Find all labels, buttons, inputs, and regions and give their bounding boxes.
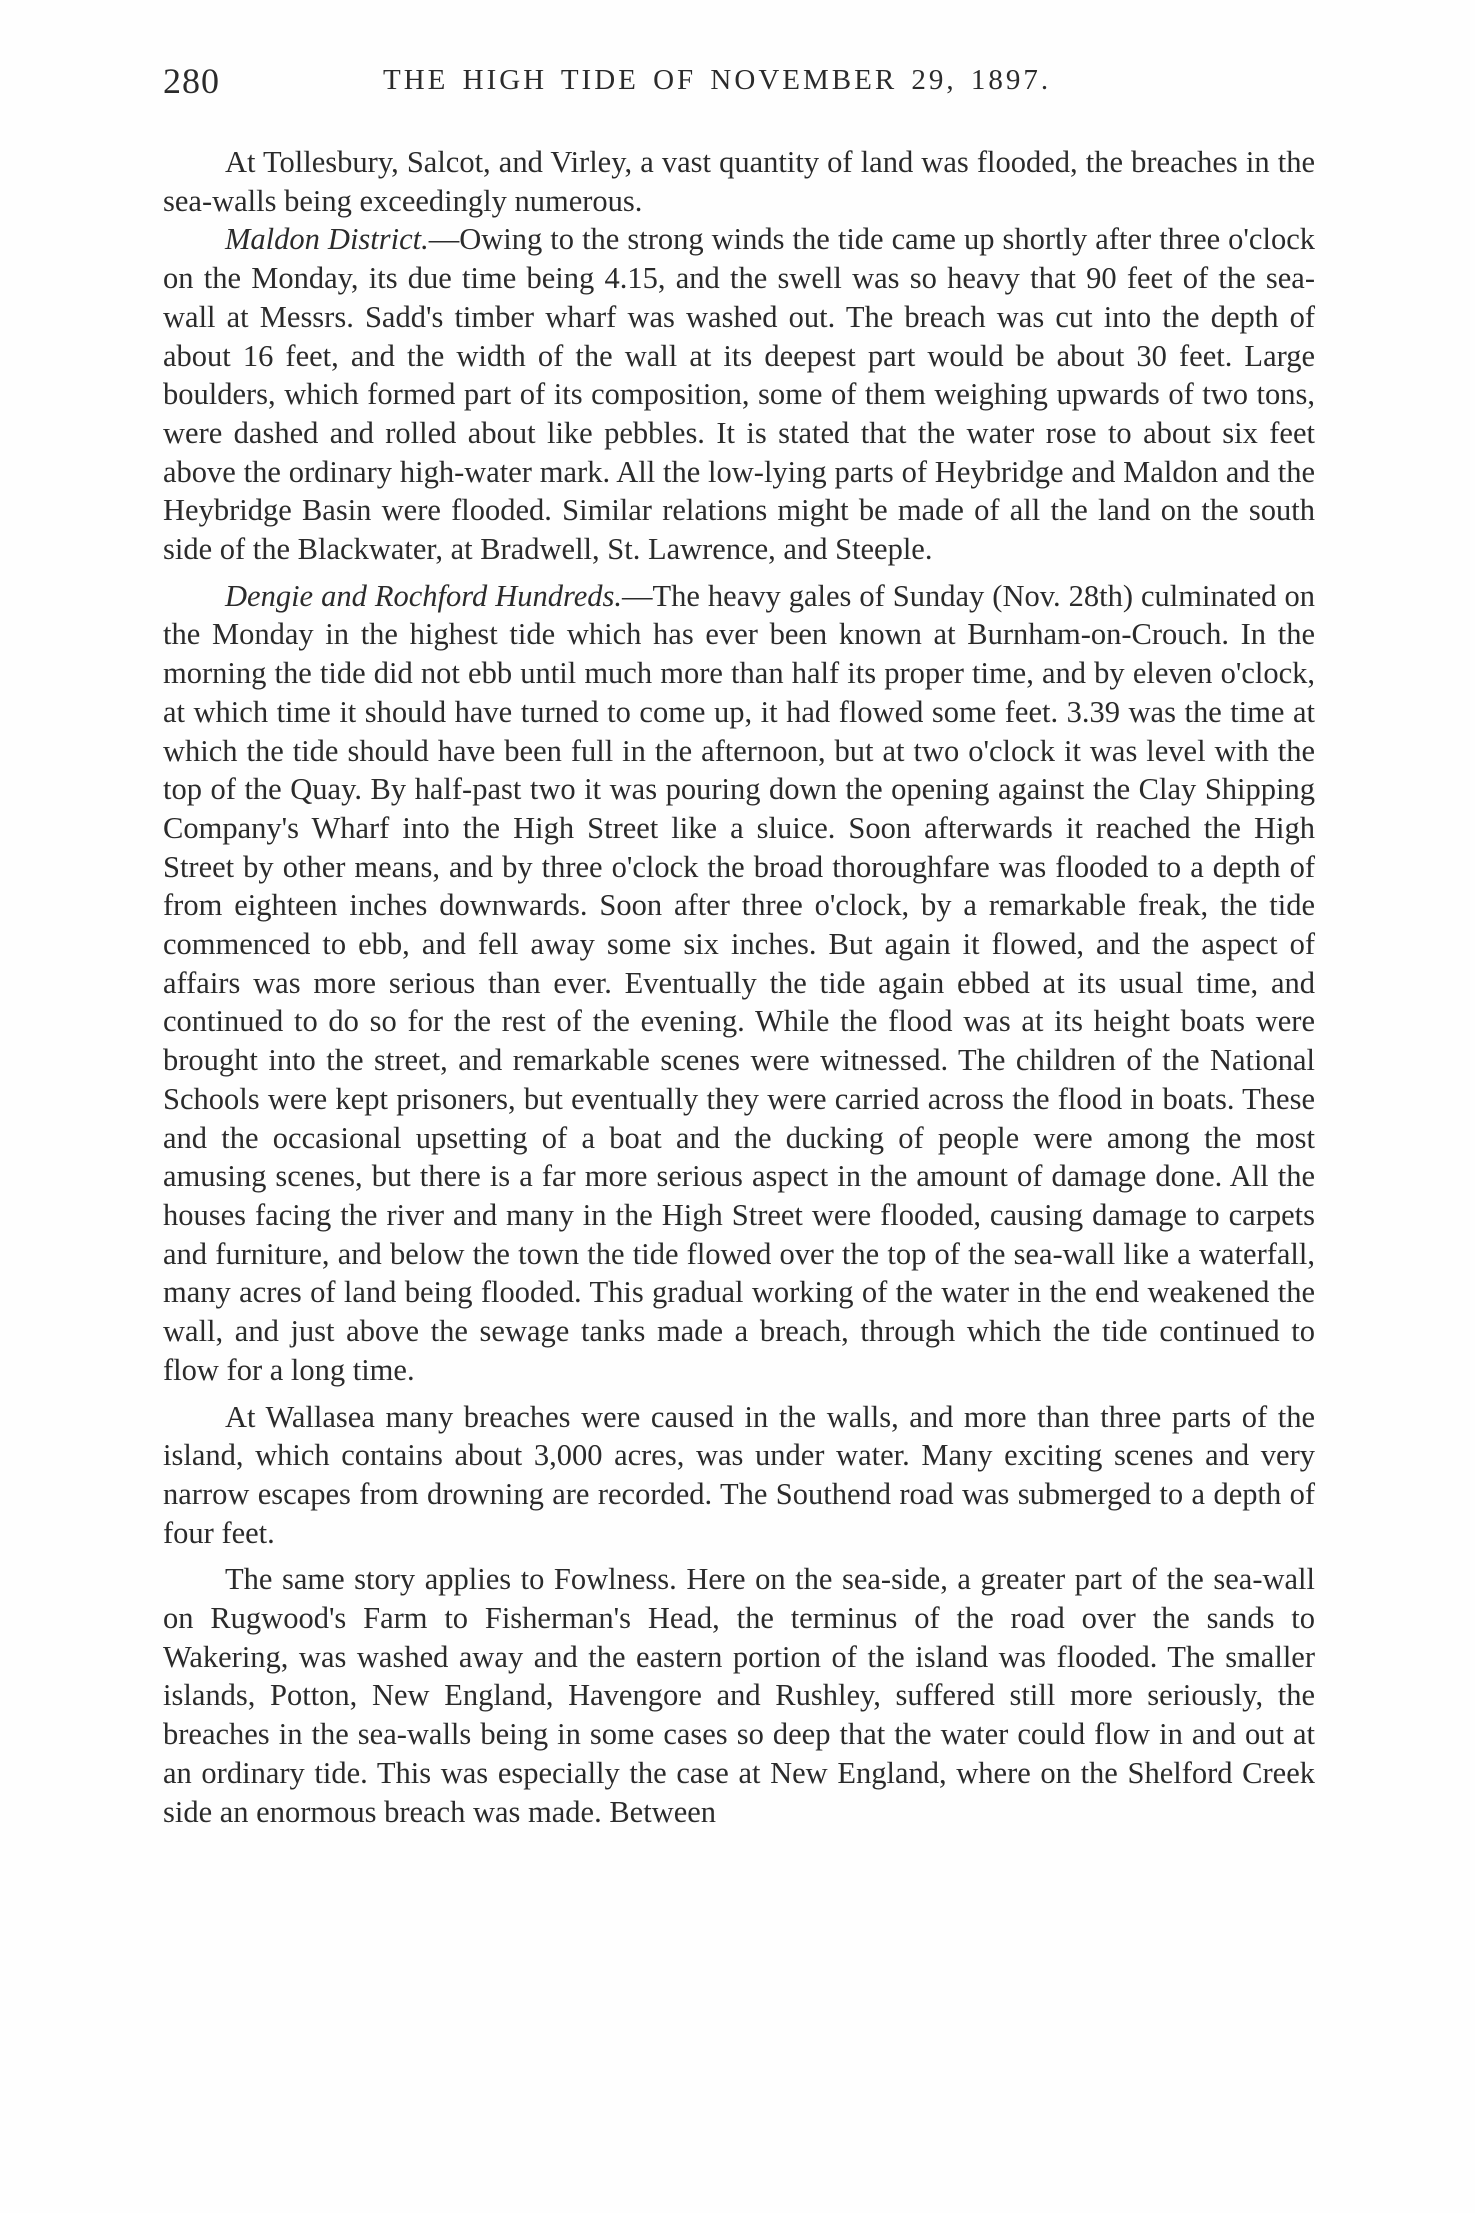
page-number: 280 (163, 61, 220, 101)
body-text (163, 143, 1315, 1831)
paragraph-fowlness (163, 1560, 1315, 1831)
paragraph-maldon-district (163, 220, 1315, 568)
paragraph-text: The same story applies to Fowlness. Here on the sea-side, a greater part of the sea-wall on Rugwood's Farm to Fisherman's Head, the terminus of the road over the sands to Wakering, was washed away and the eastern portion of the island was flooded. The smaller islands, Potton, New England, Havengore and Rushley, suffered still more seriously, the breaches in the sea-walls being in some cases so deep that the water could flow in and out at an ordinary tide. This was especially the case at New England, where on the Shelford Creek side an enormous breach was made. Between (163, 1562, 1315, 1829)
section-lead-dengie: Dengie and Rochford Hundreds. (225, 578, 622, 613)
running-head: THE HIGH TIDE OF NOVEMBER 29, 1897. (383, 64, 1052, 96)
paragraph-text: —Owing to the strong winds the tide came up shortly after three o'clock on the Monday, its due time being 4.15, and the swell was so heavy that 90 feet of the sea-wall at Messrs. Sadd's timber wharf was washed out. The breach was cut into the depth of about 16 feet, and the width of the wall at its deepest part would be about 30 feet. Large boulders, which formed part of its composition, some of them weighing upwards of two tons, were dashed and rolled about like pebbles. It is stated that the water rose to about six feet above the ordinary high-water mark. All the low-lying parts of Heybridge and Maldon and the Heybridge Basin were flooded. Similar relations might be made of all the land on the south side of the Blackwater, at Bradwell, St. Lawrence, and Steeple. (163, 222, 1315, 567)
paragraph-tollesbury (163, 143, 1315, 220)
section-lead-maldon: Maldon District. (225, 222, 429, 257)
paragraph-wallasea (163, 1398, 1315, 1553)
paragraph-text: At Wallasea many breaches were caused in the walls, and more than three parts of the island, which contains about 3,000 acres, was under water. Many exciting scenes and very narrow escapes from drowning are recorded. The Southend road was submerged to a depth of four feet. (163, 1399, 1315, 1550)
paragraph-dengie-rochford (163, 577, 1315, 1390)
paragraph-text: At Tollesbury, Salcot, and Virley, a vast quantity of land was flooded, the breaches in the sea-walls being exceedingly numerous. (163, 145, 1315, 218)
paragraph-text: —The heavy gales of Sunday (Nov. 28th) culminated on the Monday in the highest tide which has ever been known at Burnham-on-Crouch. In the morning the tide did not ebb until much more than half its proper time, and by eleven o'clock, at which time it should have turned to come up, it had flowed some feet. 3.39 was the time at which the tide should have been full in the afternoon, but at two o'clock it was level with the top of the Quay. By half-past two it was pouring down the opening against the Clay Shipping Company's Wharf into the High Street like a sluice. Soon afterwards it reached the High Street by other means, and by three o'clock the broad thoroughfare was flooded to a depth of from eighteen inches downwards. Soon after three o'clock, by a remarkable freak, the tide commenced to ebb, and fell away some six inches. But again it flowed, and the aspect of affairs was more serious than ever. Eventually the tide again ebbed at its usual time, and continued to do so for the rest of the evening. While the flood was at its height boats were brought into the street, and remarkable scenes were witnessed. The children of the National Schools were kept prisoners, but eventually they were carried across the flood in boats. These and the occasional upsetting of a boat and the ducking of people were among the most amusing scenes, but there is a far more serious aspect in the amount of damage done. All the houses facing the river and many in the High Street were flooded, causing damage to carpets and furniture, and below the town the tide flowed over the top of the sea-wall like a waterfall, many acres of land being flooded. This gradual working of the water in the end weakened the wall, and just above the sewage tanks made a breach, through which the tide continued to flow for a long time. (163, 578, 1315, 1387)
page-header (163, 60, 1323, 120)
